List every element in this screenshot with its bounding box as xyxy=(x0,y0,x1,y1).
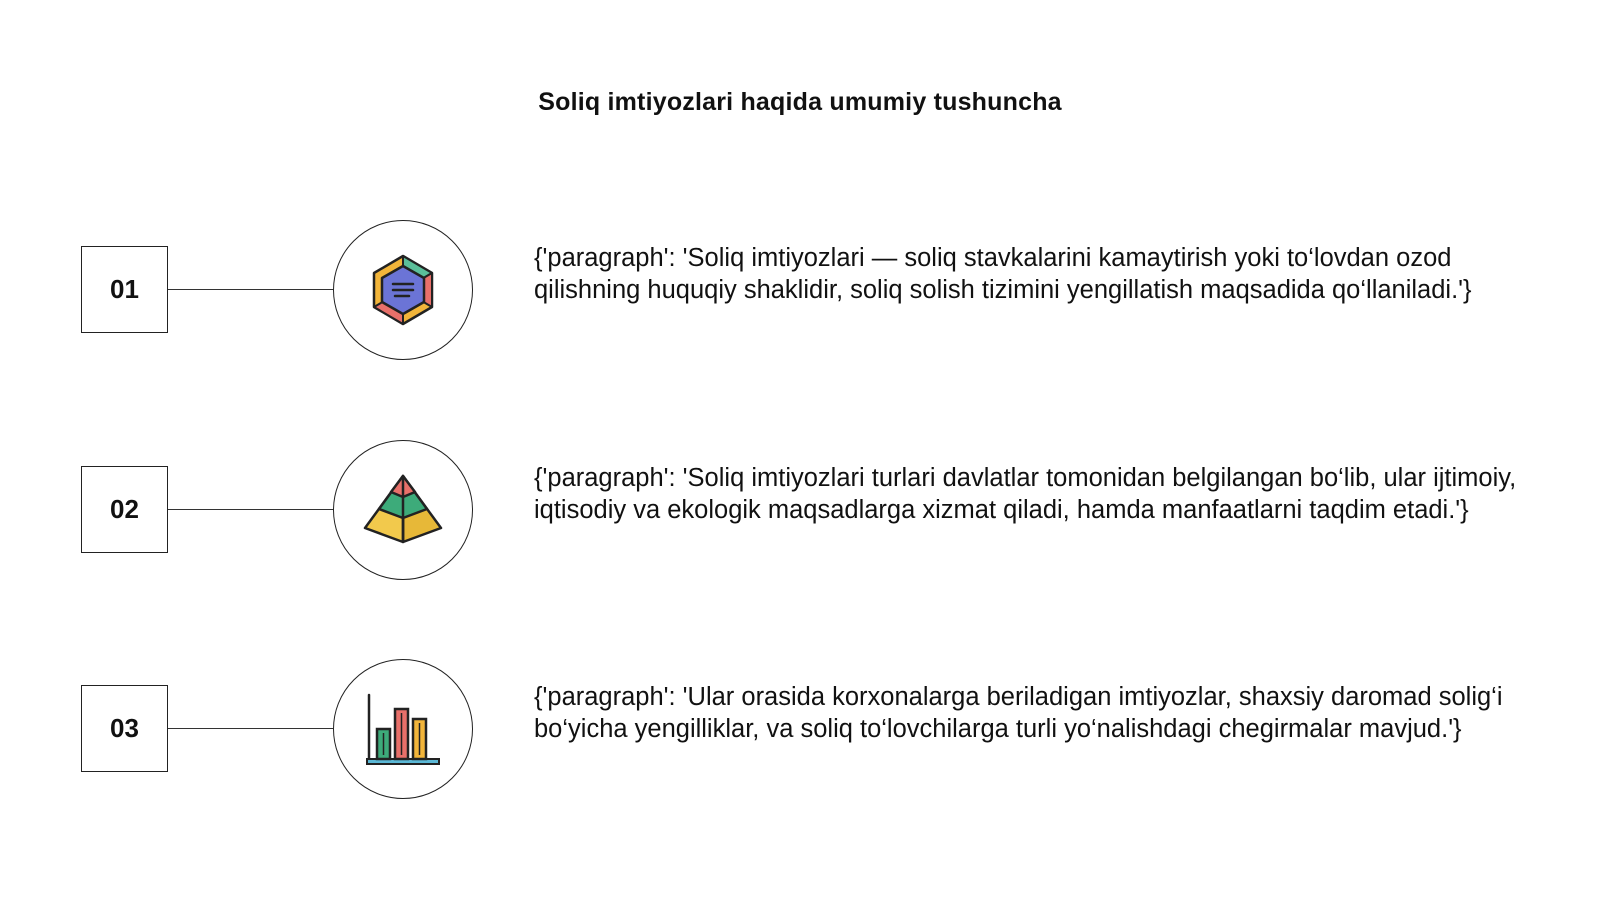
connector-line xyxy=(168,289,333,290)
step-number-box: 01 xyxy=(81,246,168,333)
paragraph-text: {'paragraph': 'Soliq imtiyozlari turlari davlatlar tomonidan belgilangan bo‘lib, ular ijtimoiy, iqtisodiy va ekologik maqsadlarga xizmat qiladi, hamda manfaatlarni taqdim etadi.'} xyxy=(534,464,1517,524)
list-item xyxy=(0,440,1600,580)
pyramid-icon xyxy=(363,470,443,550)
connector-line xyxy=(168,728,333,729)
hexagon-document-icon xyxy=(363,250,443,330)
icon-circle xyxy=(333,220,473,360)
list-item xyxy=(0,659,1600,799)
page-title: Soliq imtiyozlari haqida umumiy tushuncha xyxy=(538,88,1062,116)
paragraph-text: {'paragraph': 'Ular orasida korxonalarga beriladigan imtiyozlar, shaxsiy daromad solig‘i bo‘yicha yengilliklar, va soliq to‘lovchilarga turli yo‘nalishdagi chegirmalar mavjud.'} xyxy=(534,683,1503,743)
connector-line xyxy=(168,509,333,510)
step-number-box: 02 xyxy=(81,466,168,553)
list-item xyxy=(0,220,1600,360)
icon-circle xyxy=(333,659,473,799)
bar-chart-icon xyxy=(363,689,443,769)
icon-circle xyxy=(333,440,473,580)
paragraph-text: {'paragraph': 'Soliq imtiyozlari — soliq stavkalarini kamaytirish yoki to‘lovdan ozod qilishning huquqiy shaklidir, soliq solish tizimini yengillatish maqsadida qo‘llaniladi.'} xyxy=(534,244,1472,304)
step-number-box: 03 xyxy=(81,685,168,772)
